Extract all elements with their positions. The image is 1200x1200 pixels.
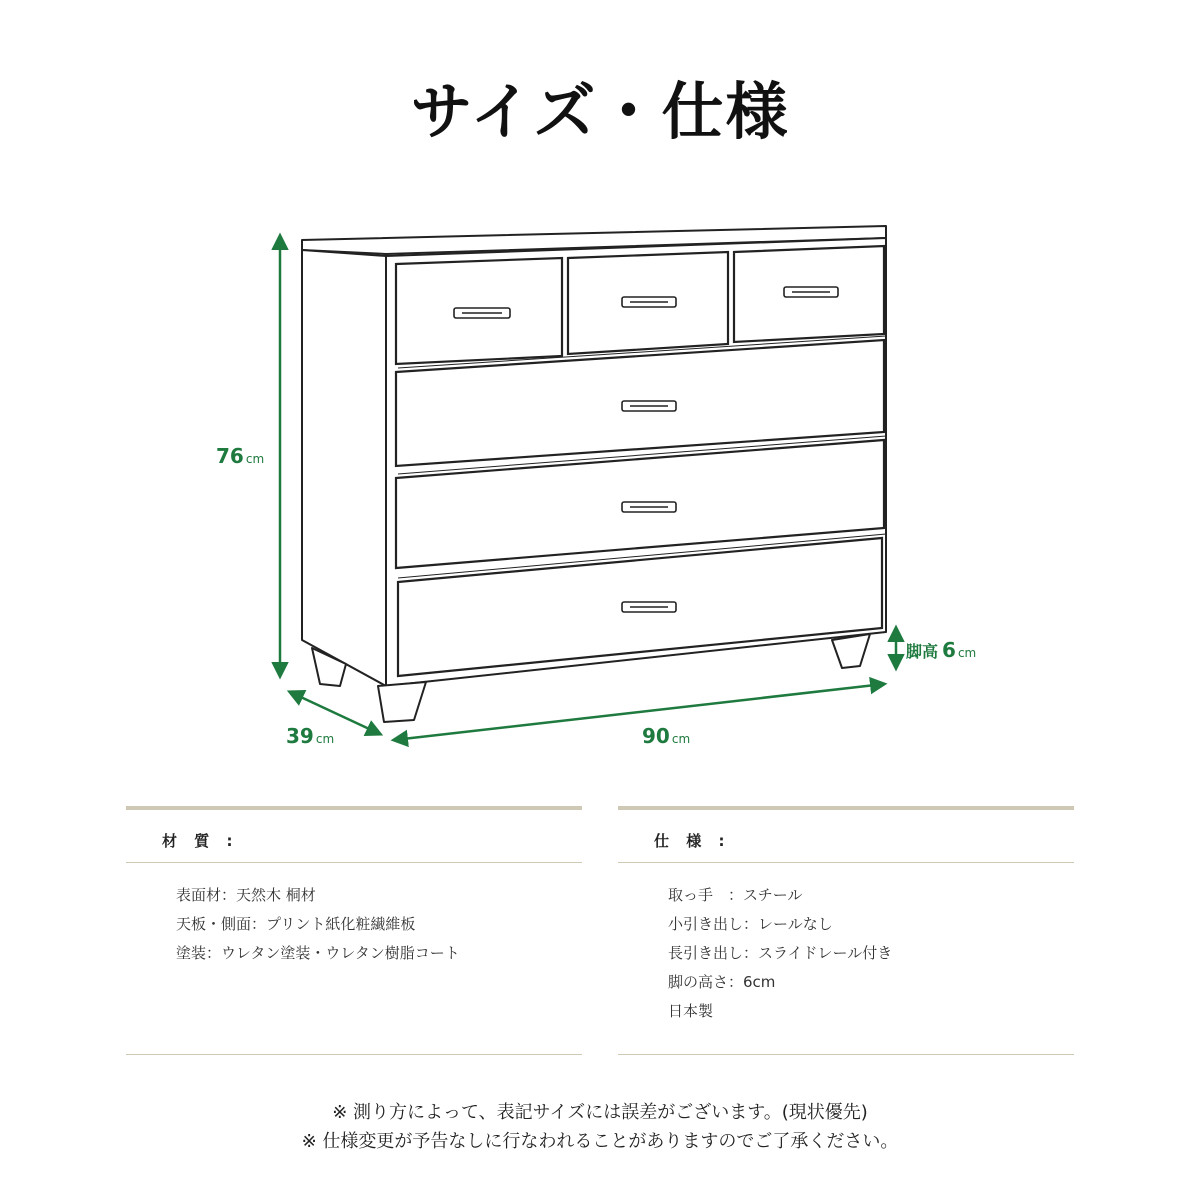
front-leg: [378, 682, 426, 722]
side-panel: [302, 250, 386, 686]
list-item: 脚の高さ：6cm: [668, 973, 776, 991]
panel-bottom-rule: [618, 1054, 1074, 1055]
width-label: 90 cm: [642, 724, 691, 748]
list-item: 表面材：天然木 桐材: [176, 886, 316, 904]
drawer-handle: [454, 308, 510, 318]
materials-heading: 材 質 :: [162, 832, 239, 850]
specs-heading: 仕 様 :: [654, 832, 731, 850]
drawer-handle: [622, 297, 676, 307]
specs-panel: [618, 806, 1074, 1056]
notes: [0, 1098, 1200, 1156]
list-item: 取っ手 ：スチール: [668, 886, 803, 904]
note-line: ※ 仕様変更が予告なしに行なわれることがありますのでご了承ください。: [301, 1131, 899, 1152]
list-item: 塗装：ウレタン塗装・ウレタン樹脂コート: [176, 944, 460, 962]
leg-height-label: 脚高 6 cm: [906, 638, 977, 662]
note-line: ※ 測り方によって、表記サイズには誤差がございます。(現状優先): [332, 1102, 868, 1123]
back-leg: [832, 634, 870, 668]
panel-divider: [126, 862, 582, 863]
drawer-handle: [622, 401, 676, 411]
list-item: 天板・側面：プリント紙化粧繊維板: [176, 915, 416, 933]
panel-bottom-rule: [126, 1054, 582, 1055]
drawer-handle: [622, 602, 676, 612]
depth-label: 39 cm: [286, 724, 335, 748]
list-item: 日本製: [668, 1002, 714, 1020]
list-item: 長引き出し：スライドレール付き: [668, 944, 893, 962]
width-arrow: [394, 684, 884, 740]
specs-list: [618, 881, 1074, 1026]
height-label: 76 cm: [216, 444, 265, 468]
drawer-handle: [784, 287, 838, 297]
page-title: サイズ・仕様: [410, 75, 790, 148]
materials-list: [126, 881, 582, 968]
materials-panel: [126, 806, 582, 1056]
panel-divider: [618, 862, 1074, 863]
list-item: 小引き出し：レールなし: [668, 915, 833, 933]
drawer-handle: [622, 502, 676, 512]
